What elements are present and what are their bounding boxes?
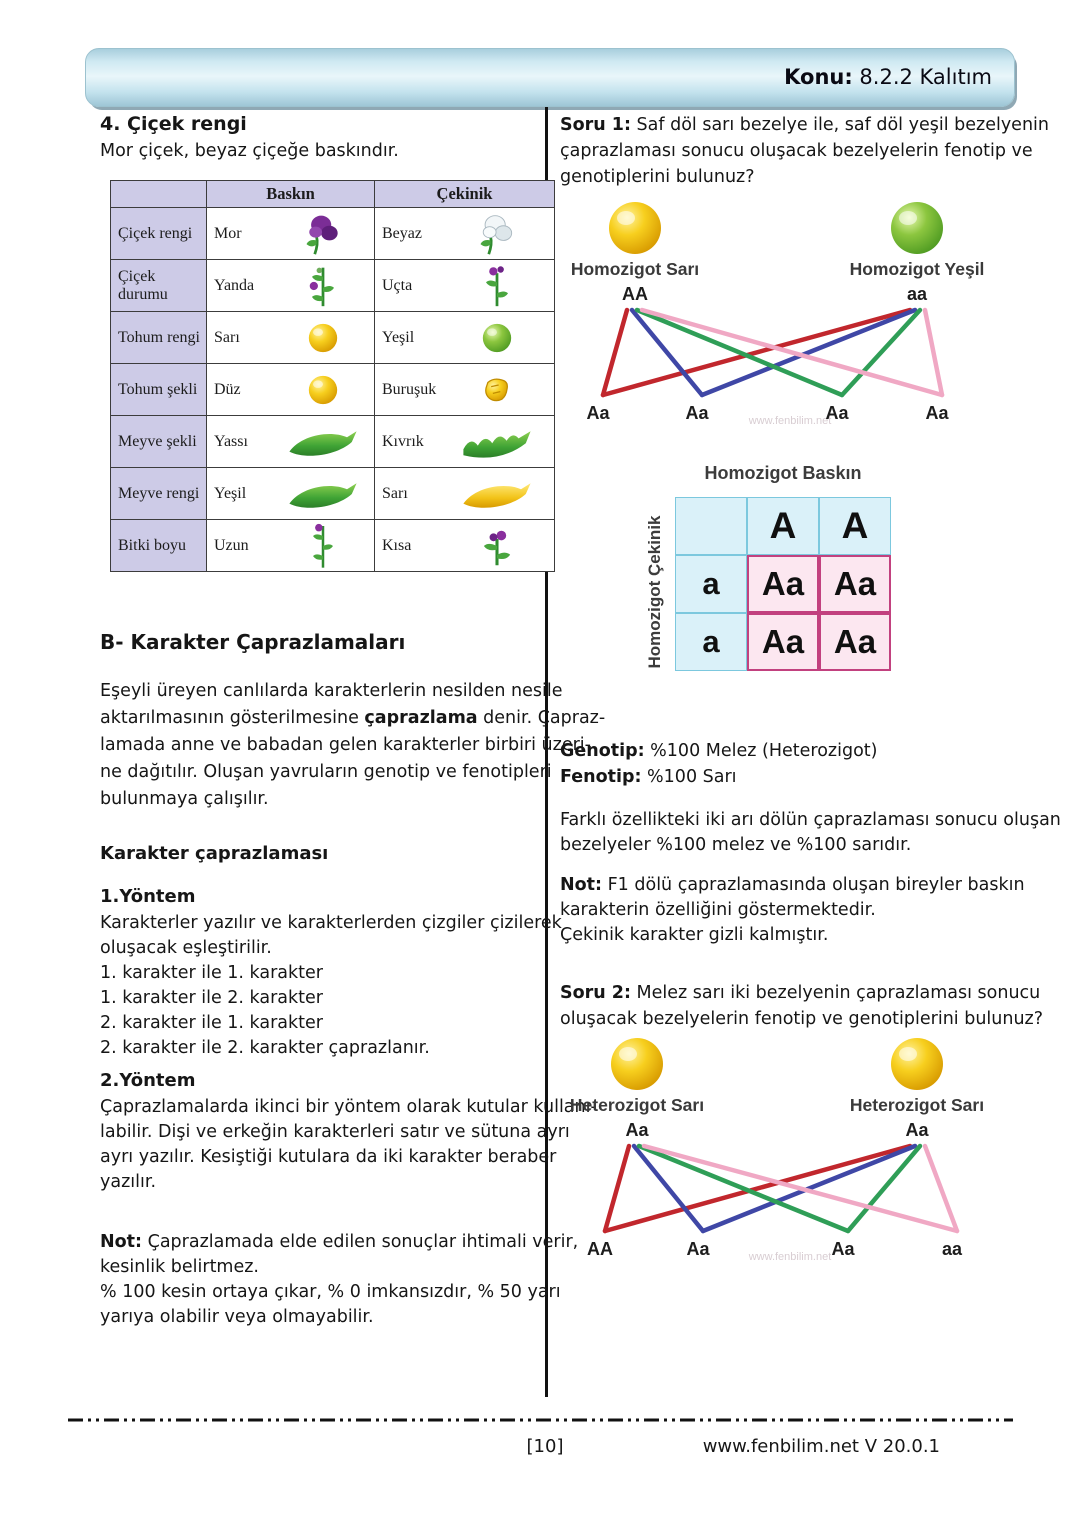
method1-title: 1.Yöntem [100,886,196,907]
punnett-cell: Aa [819,555,891,613]
text-line: 1. karakter ile 2. karakter [100,988,323,1008]
fenotip-line: Fenotip: %100 Sarı [560,767,737,787]
trait-value-cell [207,312,375,364]
para2-block [560,808,1061,858]
punnett-cell: Aa [747,613,819,671]
plant-tall-icon [272,522,374,570]
pea-yellow-icon [609,202,661,254]
punnett-col-header: A [747,497,819,555]
parent-name: Heterozigot Sarı [569,1095,705,1115]
trait-label: Çiçek durumu [111,260,207,312]
trait-value-cell [375,208,555,260]
cross-diagram-1 [555,192,1015,437]
parent-genotype: aa [906,284,928,304]
text-line: aktarılmasının gösterilmesine çaprazlama denir. Çapraz- [100,708,606,728]
trait-value-cell [375,312,555,364]
topic-banner [85,48,1015,107]
trait-value-cell [207,208,375,260]
trait-label: Meyve rengi [111,468,207,520]
trait-value-cell [375,260,555,312]
trait-value-cell [375,520,555,572]
trait-value: Kıvrık [382,432,424,450]
trait-value-cell [207,364,375,416]
trait-value-cell [207,520,375,572]
seed-round-icon [272,370,374,410]
parent-genotype: Aa [905,1120,929,1140]
flower-purple-icon [272,212,374,256]
trait-value-cell [207,260,375,312]
seed-green-icon [440,318,554,358]
punnett-top-title: Homozigot Baskın [704,463,862,483]
text-line: Not: Çaprazlamada elde edilen sonuçlar ihtimali verir, [100,1232,579,1252]
text-line: bulunmaya çalışılır. [100,789,269,809]
text-line: Eşeyli üreyen canlılarda karakterlerin nesilden nesile [100,681,563,701]
table-row [111,208,555,260]
text-line: Not: F1 dölü çaprazlamasında oluşan bireyler baskın [560,875,1025,895]
topic-value: 8.2.2 Kalıtım [852,65,992,89]
table-header-row [111,181,555,208]
trait-value-cell [375,416,555,468]
text-line: Çekinik karakter gizli kalmıştır. [560,925,829,945]
genotip-line: Genotip: %100 Melez (Heterozigot) [560,741,878,761]
parent-genotype: Aa [625,1120,649,1140]
table-row [111,364,555,416]
soru1-label: Soru 1: [560,115,631,135]
trait-value: Düz [214,380,241,398]
trait-label: Tohum şekli [111,364,207,416]
soru2-label: Soru 2: [560,983,631,1003]
trait-value-cell [375,364,555,416]
svg-text:www.fenbilim.net: www.fenbilim.net [748,415,832,427]
punnett-square [560,455,1015,690]
method2-title: 2.Yöntem [100,1070,196,1091]
trait-value: Yeşil [382,328,415,346]
text-line: labilir. Dişi ve erkeğin karakterleri satır ve sütuna ayrı [100,1122,570,1142]
pod-flat-icon [272,418,374,466]
text-line: yazılır. [100,1172,157,1192]
punnett-empty-cell [675,497,747,555]
method1-lines [100,911,562,1061]
pod-yellow-icon [440,470,554,518]
offspring-genotype: AA [587,1239,613,1259]
topic-label: Konu: [784,65,853,89]
trait-value-cell [207,416,375,468]
punnett-grid [675,497,891,671]
method2-lines [100,1095,597,1195]
text-line: 1. karakter ile 1. karakter [100,963,323,983]
table-row [111,468,555,520]
pod-green-icon [272,470,374,518]
table-row [111,520,555,572]
text-line: genotiplerini bulunuz? [560,167,755,187]
trait-value: Yeşil [214,484,247,502]
text-line: 2. karakter ile 2. karakter çaprazlanır. [100,1038,430,1058]
trait-value: Kısa [382,536,412,554]
footer-site: www.fenbilim.net V 20.0.1 [702,1436,940,1457]
text-line: bezelyeler %100 melez ve %100 sarıdır. [560,835,912,855]
svg-text:www.fenbilim.net: www.fenbilim.net [748,1251,832,1263]
text-line: 2. karakter ile 1. karakter [100,1013,323,1033]
punnett-cell: Aa [747,555,819,613]
bold-keyword: çaprazlama [364,708,478,728]
genotip-label: Genotip: [560,741,645,761]
soru2-block [560,980,1043,1032]
trait-value: Buruşuk [382,380,437,398]
kc-title: Karakter çaprazlaması [100,843,329,864]
table-row [111,312,555,364]
text-line: % 100 kesin ortaya çıkar, % 0 imkansızdır, % 50 yarı [100,1282,561,1302]
trait-value: Sarı [214,328,240,346]
seed-wrinkled-icon [440,370,554,410]
trait-value-cell [207,468,375,520]
note2-label: Not: [560,875,603,895]
parent-name: Homozigot Yeşil [849,259,985,279]
offspring-genotype: Aa [831,1239,855,1259]
trait-value: Uzun [214,536,249,554]
trait-value: Yanda [214,276,255,294]
plant-side-flower-icon [272,264,374,308]
text-line: oluşacak bezelyelerin fenotip ve genotiplerini bulunuz? [560,1009,1044,1029]
punnett-col-header: A [819,497,891,555]
trait-value: Mor [214,224,242,242]
footer-separator [68,1418,1013,1422]
trait-label: Tohum rengi [111,312,207,364]
text-line: Farklı özellikteki iki arı dölün çaprazlaması sonucu oluşan [560,810,1061,830]
trait-value: Uçta [382,276,413,294]
text-line: Karakterler yazılır ve karakterlerden çizgiler çizilerek [100,913,562,933]
text-line: ayrı yazılır. Kesiştiği kutulara da iki karakter beraber [100,1147,557,1167]
flower-white-icon [440,212,554,256]
pod-curved-icon [440,418,554,466]
parent-name: Heterozigot Sarı [849,1095,985,1115]
note1-block [100,1230,578,1330]
text-line: Çaprazlamalarda ikinci bir yöntem olarak kutular kullanı- [100,1097,597,1117]
offspring-genotype: aa [941,1239,963,1259]
section4-text: Mor çiçek, beyaz çiçeğe baskındır. [100,141,399,161]
offspring-genotype: Aa [925,403,949,423]
text-line: oluşacak eşleştirilir. [100,938,272,958]
dominant-header: Baskın [207,181,375,208]
trait-label: Bitki boyu [111,520,207,572]
trait-value: Beyaz [382,224,422,242]
offspring-genotype: Aa [686,1239,710,1259]
trait-value: Sarı [382,484,408,502]
note-label: Not: [100,1232,143,1252]
note2-block [560,873,1025,948]
offspring-genotype: Aa [685,403,709,423]
cross-diagram-2 [555,1028,1015,1278]
parent-name: Homozigot Sarı [570,259,700,279]
text-line: yarıya olabilir veya olmayabilir. [100,1307,374,1327]
sectionB-title: B- Karakter Çaprazlamaları [100,630,406,654]
plant-short-icon [440,525,554,567]
text-line: Soru 2: Melez sarı iki bezelyenin çaprazlaması sonucu [560,983,1041,1003]
table-row [111,416,555,468]
soru1-lines [560,138,1049,190]
seed-yellow-icon [272,318,374,358]
pea-yellow-icon [611,1038,663,1090]
sectionB-paragraph [100,678,605,813]
note1-lines [100,1255,578,1330]
parent-genotype: AA [622,284,648,304]
text-line: kesinlik belirtmez. [100,1257,259,1277]
text-line: karakterin özelliğini göstermektedir. [560,900,876,920]
punnett-row-header: a [675,613,747,671]
trait-label: Çiçek rengi [111,208,207,260]
text-line: lamada anne ve babadan gelen karakterler birbiri üzeri- [100,735,591,755]
topic-title [784,49,992,106]
fenotip-label: Fenotip: [560,767,642,787]
recessive-header: Çekinik [375,181,555,208]
soru1-block [560,112,1049,190]
empty-header [111,181,207,208]
table-row [111,260,555,312]
text-line: ne dağıtılır. Oluşan yavruların genotip ve fenotipleri [100,762,552,782]
traits-table [110,180,555,572]
text-line: Soru 1: Saf döl sarı bezelye ile, saf döl yeşil bezelyenin [560,115,1049,135]
offspring-genotype: Aa [825,403,849,423]
punnett-cell: Aa [819,613,891,671]
punnett-row-header: a [675,555,747,613]
text-line: çaprazlaması sonucu oluşacak bezelyelerin fenotip ve [560,141,1033,161]
pea-yellow-icon [891,1038,943,1090]
page-number: [10] [526,1436,564,1457]
offspring-genotype: Aa [586,403,610,423]
pea-green-icon [891,202,943,254]
trait-value: Yassı [214,432,248,450]
punnett-side-title: Homozigot Çekinik [645,515,664,669]
plant-tip-flower-icon [440,264,554,308]
section4-title: 4. Çiçek rengi [100,113,247,135]
trait-label: Meyve şekli [111,416,207,468]
note2-lines [560,898,1025,948]
trait-value-cell [375,468,555,520]
